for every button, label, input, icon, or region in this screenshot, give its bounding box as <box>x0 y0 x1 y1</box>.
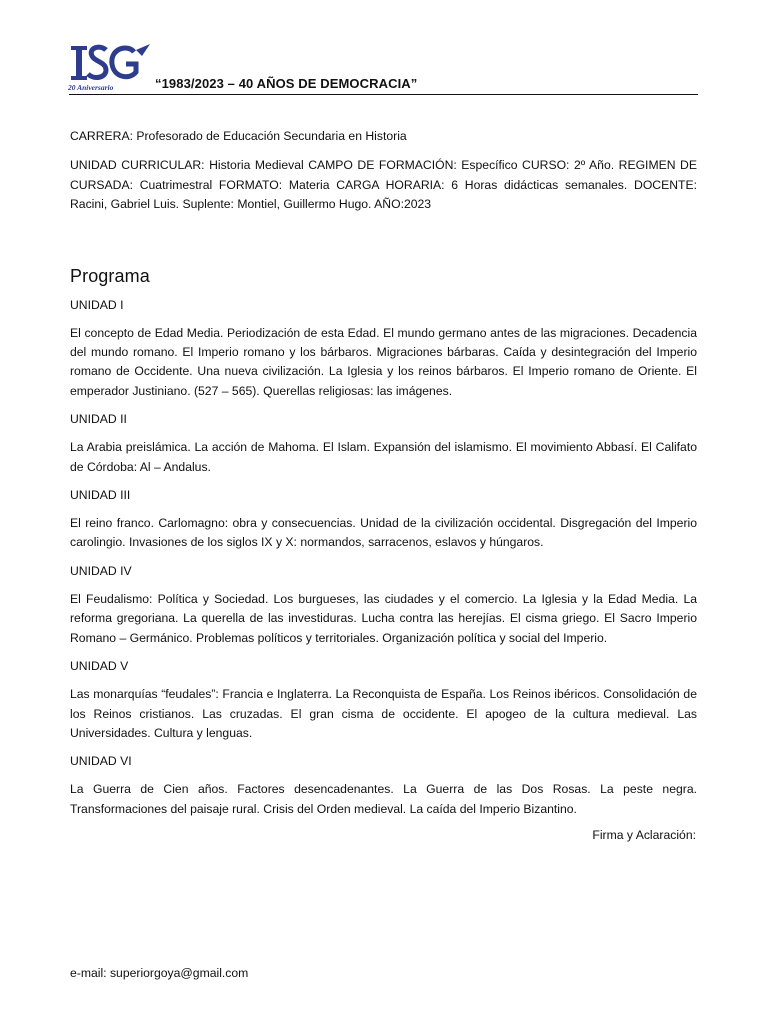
unit-text: El reino franco. Carlomagno: obra y consecuencias. Unidad de la civilización occidental. Disgregación del Imperio carolingio. Invasiones de los siglos IX y X: normandos, sarracenos, eslavos y húngaros. <box>70 516 697 550</box>
svg-text:20 Aniversario: 20 Aniversario <box>68 83 114 92</box>
unit-2 <box>70 410 697 477</box>
curricular-info: UNIDAD CURRICULAR: Historia Medieval CAMPO DE FORMACIÓN: Específico CURSO: 2º Año. REGIMEN DE CURSADA: Cuatrimestral FORMATO: Materia CARGA HORARIA: 6 Horas didácticas semanales. DOCENTE: Racini, Gabriel Luis. Suplente: Montiel, Guillermo Hugo. AÑO:2023 <box>70 158 697 212</box>
unit-title: UNIDAD II <box>70 412 127 427</box>
signature-label: Firma y Aclaración: <box>592 828 696 843</box>
unit-text: El concepto de Edad Media. Periodización de esta Edad. El mundo germano antes de las migraciones. Decadencia del mundo romano. El Imperio romano y los bárbaros. Migraciones bárbaras. Caída y desintegración del Imperio romano de Occidente. Una nueva civilización. La Iglesia y los reinos bárbaros. El Imperio romano de Oriente. El emperador Justiniano. (527 – 565). Querellas religiosas: las imágenes. <box>70 325 697 398</box>
unit-6 <box>70 752 697 819</box>
unit-3 <box>70 486 697 553</box>
motto-heading: “1983/2023 – 40 AÑOS DE DEMOCRACIA” <box>155 76 418 91</box>
unit-title: UNIDAD IV <box>70 563 132 578</box>
institute-logo <box>66 40 156 94</box>
unit-text: La Arabia preislámica. La acción de Mahoma. El Islam. Expansión del islamismo. El movimiento Abbasí. El Califato de Córdoba: Al – Andalus. <box>70 440 697 474</box>
unit-title: UNIDAD I <box>70 297 124 312</box>
unit-text: El Feudalismo: Política y Sociedad. Los burgueses, las ciudades y el comercio. La Iglesia y la Edad Media. La reforma gregoriana. La querella de las investiduras. Lucha contra las herejías. El cisma griego. El Sacro Imperio Romano – Germánico. Problemas políticos y territoriales. Organización política y social del Imperio. <box>70 591 697 645</box>
unit-title: UNIDAD V <box>70 659 129 674</box>
unit-4 <box>70 562 697 648</box>
document-body <box>70 124 697 845</box>
program-title: Programa <box>70 265 150 286</box>
unit-1 <box>70 296 697 402</box>
unit-text: La Guerra de Cien años. Factores desencadenantes. La Guerra de las Dos Rosas. La peste negra. Transformaciones del paisaje rural. Crisis del Orden medieval. La caída del Imperio Bizantino. <box>70 782 697 816</box>
career-line: CARRERA: Profesorado de Educación Secundaria en Historia <box>70 129 407 143</box>
header-divider <box>69 94 698 95</box>
contact-email: e-mail: superiorgoya@gmail.com <box>70 966 249 980</box>
unit-title: UNIDAD VI <box>70 754 132 769</box>
unit-title: UNIDAD III <box>70 488 131 503</box>
unit-text: Las monarquías “feudales”: Francia e Inglaterra. La Reconquista de España. Los Reinos ibéricos. Consolidación de los Reinos cristianos. Las cruzadas. El gran cisma de occidente. El apogeo de la cultura medieval. Las Universidades. Cultura y lenguas. <box>70 687 697 740</box>
unit-5 <box>70 657 697 743</box>
